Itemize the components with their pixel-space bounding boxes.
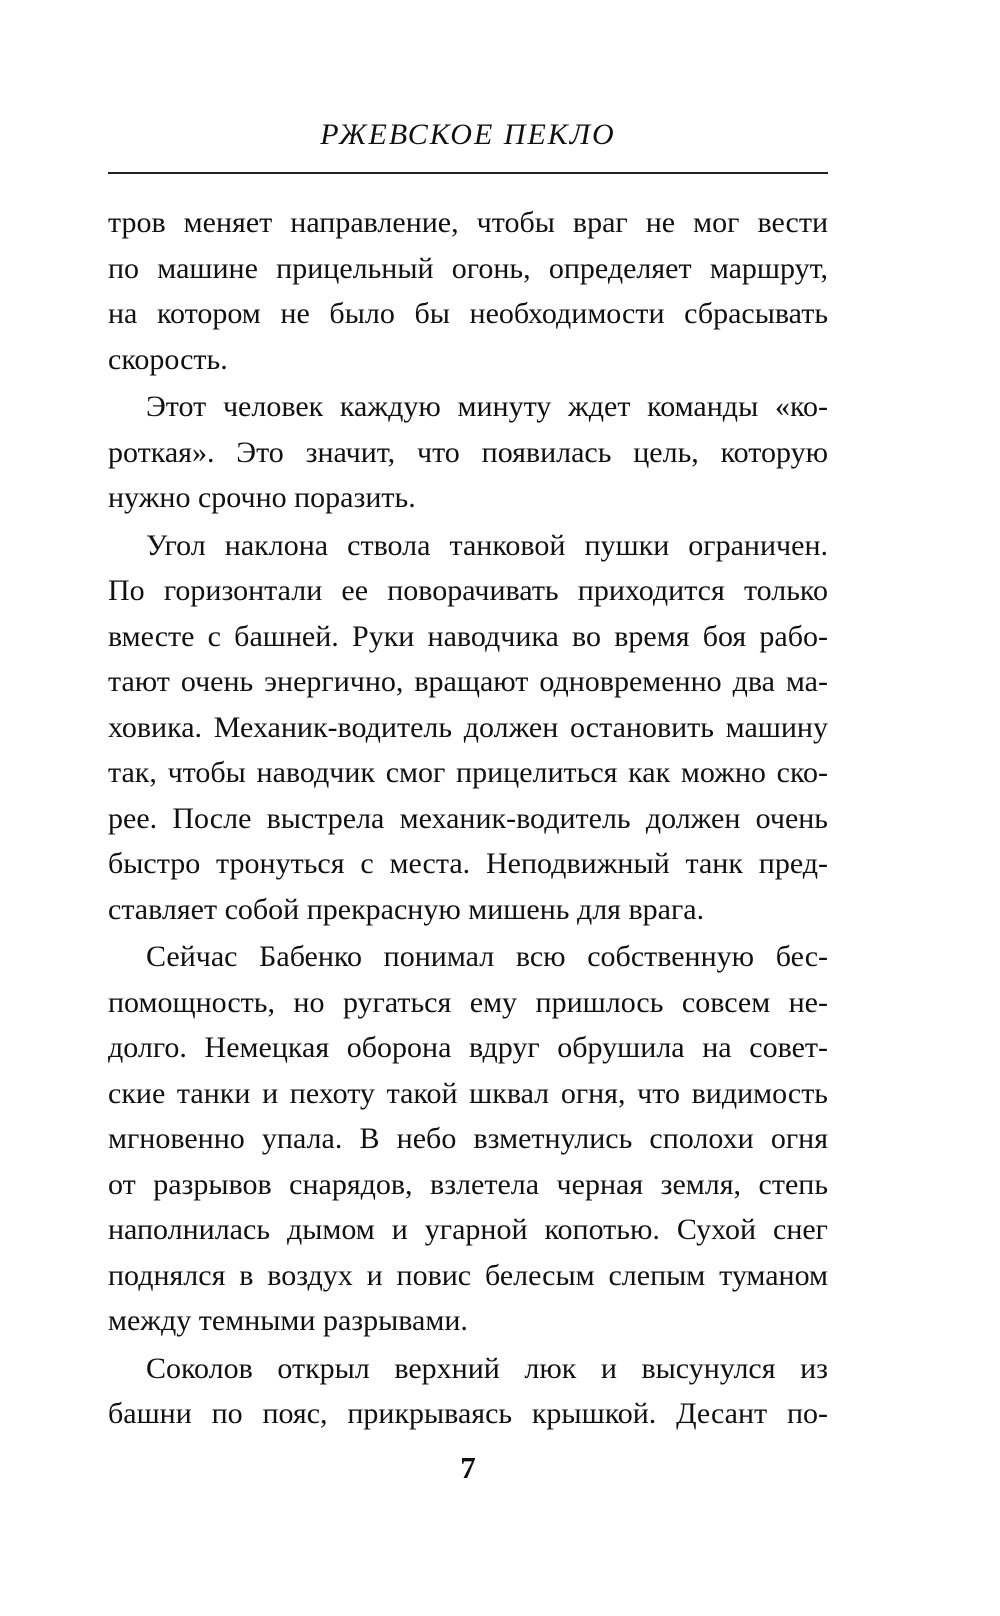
text-line: наполнилась дымом и угарной копотью. Сухой снег (108, 1213, 828, 1246)
paragraph (108, 523, 828, 933)
text-line: рее. После выстрела механик-водитель должен очень (108, 801, 828, 835)
text-line: вместе с башней. Руки наводчика во время боя рабо- (108, 619, 828, 653)
text-line: от разрывов снарядов, взлетела черная земля, степь (108, 1167, 828, 1201)
text-line: быстро тронуться с места. Неподвижный танк пред- (108, 847, 828, 880)
text-line: Сейчас Бабенко понимал всю собственную бес- (146, 940, 828, 973)
text-line: долго. Немецкая оборона вдруг обрушила на совет- (108, 1031, 828, 1064)
text-line: так, чтобы наводчик смог прицелиться как можно ско- (108, 756, 828, 789)
text-line: на котором не было бы необходимости сбрасывать (108, 297, 828, 330)
text-line: По горизонтали ее поворачивать приходится только (108, 574, 828, 607)
text-line: ставляет собой прекрасную мишень для врага. (108, 892, 705, 926)
paragraph (108, 200, 828, 382)
text-line: скорость. (108, 342, 228, 376)
text-line: роткая». Это значит, что появилась цель, которую (108, 435, 828, 469)
text-line: помощность, но ругаться ему пришлось совсем не- (108, 985, 828, 1019)
text-line: Угол наклона ствола танковой пушки ограничен. (146, 528, 828, 562)
page-number: 7 (460, 1450, 476, 1485)
header-rule (108, 172, 828, 174)
text-line: башни по пояс, прикрываясь крышкой. Десант по- (108, 1397, 828, 1430)
text-line: тают очень энергично, вращают одновременно два ма- (108, 665, 828, 698)
paragraph (108, 934, 828, 1344)
text-line: Соколов открыл верхний люк и высунулся из (146, 1351, 828, 1385)
text-line: тров меняет направление, чтобы враг не мог вести (108, 206, 828, 239)
text-line: ские танки и пехоту такой шквал огня, что видимость (108, 1076, 828, 1110)
text-line: между темными разрывами. (108, 1304, 468, 1337)
running-head: РЖЕВСКОЕ ПЕКЛО (320, 118, 616, 151)
body-text (108, 200, 828, 1437)
text-line: Этот человек каждую минуту ждет команды «ко- (146, 390, 828, 423)
text-line: нужно срочно поразить. (108, 481, 416, 514)
text-line: ховика. Механик-водитель должен остановить машину (108, 710, 828, 744)
text-line: мгновенно упала. В небо взметнулись сполохи огня (108, 1122, 828, 1155)
text-line: поднялся в воздух и повис белесым слепым туманом (108, 1258, 828, 1292)
paragraph (108, 384, 828, 521)
text-line: по машине прицельный огонь, определяет маршрут, (108, 251, 828, 285)
paragraph (108, 1346, 828, 1437)
